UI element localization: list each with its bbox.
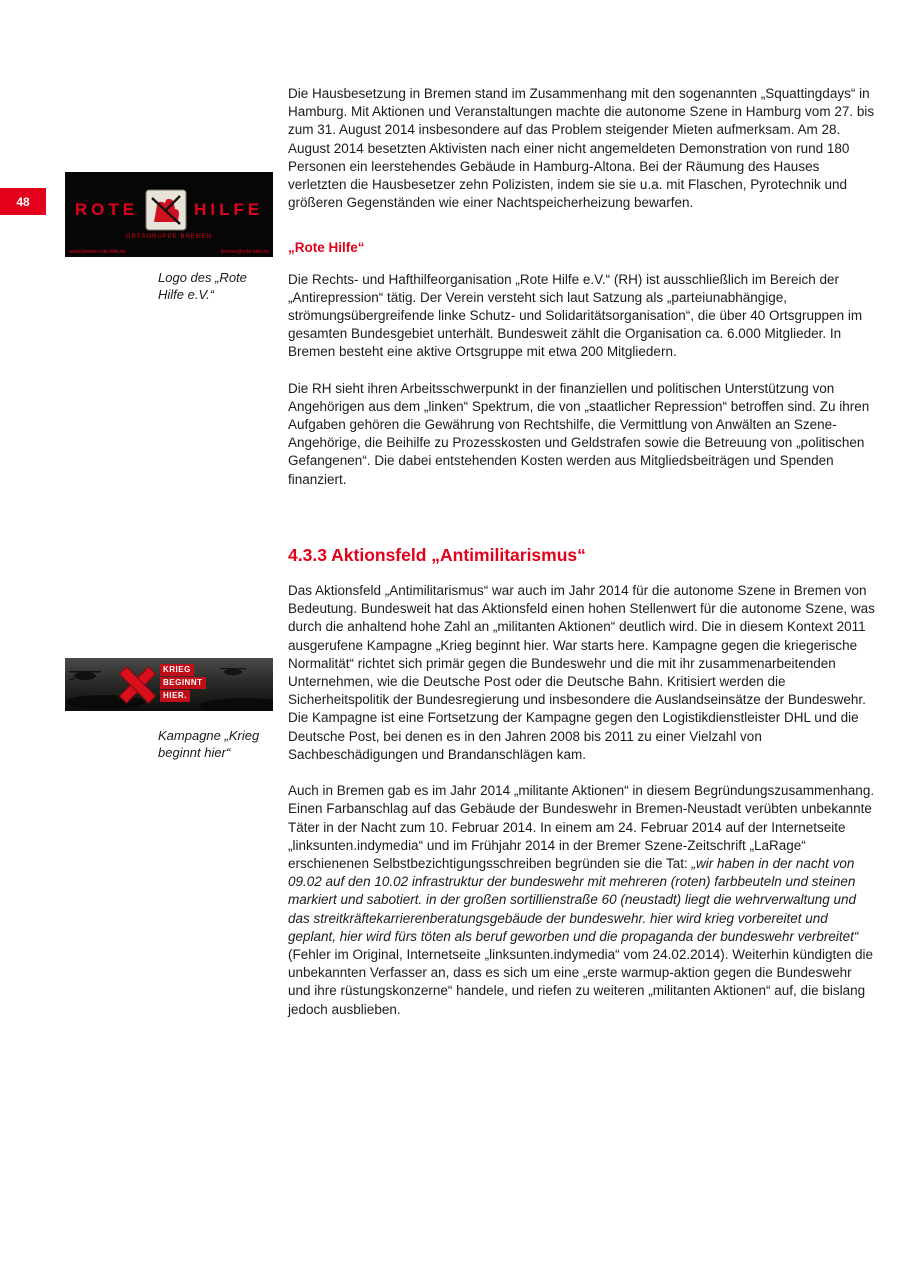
antimilitarismus-quote: „wir haben in der nacht von 09.02 auf den 10.02 infrastruktur der bundeswehr mit mehreren (roten) farbbeuteln und steinen markiert und sabotiert. in der großen sortillienstraße 60 (neustadt) liegt die wehrverwaltung und das streitkräftekarrierenberatungsgebäude der bundeswehr. hier wird krieg vorbereitet und geplant, hier wird fürs töten als beruf geworben und die propaganda der bundeswehr verbreitet“ (288, 855, 859, 944)
rote-hilfe-paragraph-2: Die RH sieht ihren Arbeitsschwerpunkt in der finanziellen und politischen Unterstützung von Angehörigen aus dem „linken“ Spektrum, die von „staatlicher Repression“ betroffen sind. Zu ihren Aufgaben gehören die Gewährung von Rechtshilfe, die Vermittlung von Anwälten an Szene-Angehörige, die Beihilfe zu Prozesskosten und Geldstrafen sowie die Betreuung von „politischen Gefangenen“. Die dabei entstehenden Kosten werden aus Mitgliedsbeiträgen und Spenden finanziert. (288, 380, 870, 487)
rote-hilfe-logo-footer (69, 249, 269, 255)
main-text-column (288, 85, 876, 1037)
rote-hilfe-heading: „Rote Hilfe“ (288, 240, 365, 256)
page-number-tab (0, 188, 46, 215)
banner-label-krieg: KRIEG (160, 664, 194, 676)
rote-hilfe-logo-image (65, 172, 273, 257)
rote-hilfe-logo-word-right: HILFE (194, 200, 264, 219)
rote-hilfe-logo-url-left: www.bremen.rote-hilfe.de (69, 249, 126, 255)
antimilitarismus-paragraph-2-pre: Auch in Bremen gab es im Jahr 2014 „militante Aktionen“ in diesem Begründungszusammenhang. Einen Farbanschlag auf das Gebäude der Bundeswehr in Bremen-Neustadt verübten unbekannte Täter in der Nacht zum 10. Februar 2014. In einem am 24. Februar 2014 auf der Internetseite „linksunten.indymedia“ und im Frühjahr 2014 in der Bremer Szene-Zeitschrift „LaRage“ erschienenen Selbstbezichtigungsschreiben begründen sie die Tat: (288, 783, 875, 871)
banner-label-hier: HIER. (160, 690, 190, 702)
antimilitarismus-paragraph-1: Das Aktionsfeld „Antimilitarismus“ war auch im Jahr 2014 für die autonome Szene in Bremen von Bedeutung. Bundesweit hat das Aktionsfeld einen hohen Stellenwert für die autonome Szene, was durch die anhaltend hohe Zahl an „militanten Aktionen“ deutlich wird. Die in diesem Kontext 2011 ausgerufene Kampagne „Krieg beginnt hier. War starts here. Kampagne gegen die kriegerische Normalität“ richtet sich primär gegen die Bundeswehr und die mit ihr zusammenarbeitenden Unternehmen, wie die Deutsche Post oder die Deutsche Bahn. Kritisiert werden die Sicherheitspolitik der Bundesregierung und insbesondere die Auslandseinsätze der Bundeswehr. Die Kampagne ist eine Fortsetzung der Kampagne gegen den Logistikdienstleister DHL und die Deutsche Post, bei denen es in den Jahren 2008 bis 2011 zu einer Vielzahl von Sachbeschädigungen und Brandanschlägen kam. (288, 583, 875, 762)
antimilitarismus-paragraph-2-post: (Fehler im Original, Internetseite „linksunten.indymedia“ vom 24.02.2014). Weiterhin kündigten die unbekannten Verfasser an, dass es sich um eine „erste warmup-aktion gegen die Bundeswehr und ihre rüstungskonzerne“ handele, und riefen zu weiteren „militanten Aktionen“ auf, die bislang jedoch ausblieben. (288, 946, 874, 1017)
rote-hilfe-logo-url-right: bremen@rote-hilfe.de (220, 249, 269, 255)
banner-label-beginnt: BEGINNT (160, 677, 206, 689)
kampagne-banner-caption: Kampagne „Krieg beginnt hier“ (158, 728, 260, 760)
rote-hilfe-logo-caption: Logo des „Rote Hilfe e.V.“ (158, 270, 247, 302)
intro-paragraph: Die Hausbesetzung in Bremen stand im Zusammenhang mit den sogenannten „Squattingdays“ in Hamburg. Mit Aktionen und Veranstaltungen machte die autonome Szene in Hamburg vom 27. bis zum 31. August 2014 insbesondere auf das Problem steigender Mieten aufmerksam. Am 28. August 2014 besetzten Aktivisten nach einer nicht angemeldeten Demonstration von rund 180 Personen ein leerstehendes Gebäude in Hamburg-Altona. Bei der Räumung des Hauses verletzten die Hausbesetzer zehn Polizisten, indem sie sie u.a. mit Flaschen, Pyrotechnik und größeren Gegenständen wie einer Nachtspeicherheizung bewarfen. (288, 86, 875, 211)
antimilitarismus-paragraph-2 (288, 782, 876, 1019)
rote-hilfe-logo-row (75, 189, 263, 231)
page-number: 48 (16, 194, 30, 209)
red-x-icon (117, 666, 153, 702)
banner-text-block (160, 664, 206, 703)
krieg-beginnt-hier-banner-image (65, 658, 273, 711)
fist-emblem-icon (145, 189, 187, 231)
rote-hilfe-paragraph-1: Die Rechts- und Hafthilfeorganisation „Rote Hilfe e.V.“ (RH) ist ausschließlich im Bereich der „Antirepression“ tätig. Der Verein versteht sich laut Satzung als „parteiunabhängige, strömungsübergreifende linke Schutz- und Solidaritätsorganisation“, die über 40 Ortsgruppen im gesamten Bundesgebiet unterhält. Bundesweit zählt die Organisation ca. 6.000 Mitglieder. In Bremen besteht eine aktive Ortsgruppe mit etwa 200 Mitgliedern. (288, 271, 863, 360)
section-heading-antimilitarismus: 4.3.3 Aktionsfeld „Antimilitarismus“ (288, 544, 586, 565)
rote-hilfe-logo-subtitle: ORTSGRUPPE BREMEN (125, 234, 213, 240)
rote-hilfe-logo-word-left: ROTE (74, 200, 139, 219)
